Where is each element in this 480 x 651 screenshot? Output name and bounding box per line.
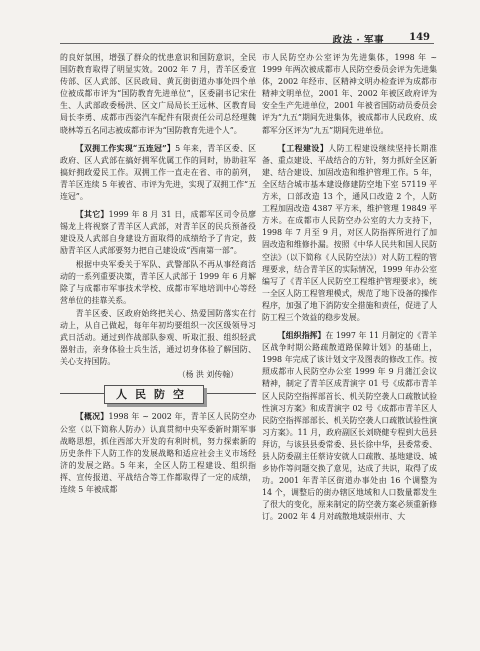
paragraph (60, 411, 256, 496)
paragraph-text: 1998 年 ~ 2002 年，青羊区人民防空办公室（以下简称人防办）认真贯彻中央军委新时期军事战略思想，抓住西部大开发的有利时机，努力探索新的历史条件下人防工作的发展战略和适应社会主义市场经济的发展之路。5 年来，全区人防工程建设、组织指挥、宣传报道、平战结合等工作都取得了一定的成绩，连续 5 年被成都 (60, 412, 256, 494)
section-tag: 【其它】 (75, 210, 109, 220)
paragraph-text: 1999 年 8 月 31 日，成都军区司令员廖锡龙上将视察了青羊区人武部，对青羊区的民兵预备役建设及人武部自身建设方面取得的成绩给予了肯定，鼓励青羊区人武部要努力把自己建设成“西南第一部”。 (60, 210, 256, 256)
section-title: 政法 · 军事 (332, 35, 384, 46)
running-header (0, 0, 480, 46)
paragraph: 的良好氛围，增强了群众的忧患意识和国防意识，全民国防教育取得了明显实效。2002 年 7 月，青羊区委宣传部、区人武部、区民政局、黄瓦街街道办事处四个单位被成都市评为“国防教育先进单位”，区委副书记宋仕生、人武部政委杨洪、区文广局局长王远林、区教育局局长李勇、成都市西姿汽车配件有限责任公司总经理魏晓林等五名同志被成都市评为“国防教育先进个人”。 (60, 53, 256, 135)
page-number: 149 (409, 32, 430, 43)
paragraph: 市人民防空办公室评为先进集体，1998 年 ~ 1999 年两次被成都市人民防空委员会评为先进集体，2002 年经市、区精神文明办检查评为成都市精神文明单位，2001 年、2002 年被区政府评为安全生产先进单位，2001 年被省国防动员委员会评为“九五”期间先进集体，被成都市人民政府、成都军分区评为“九五”期间先进单位。 (262, 53, 437, 135)
paragraph (262, 143, 437, 324)
paragraph: 青羊区委、区政府始终把关心、热爱国防落实在行动上，从自己做起，每年年初均要组织一次区级领导习武日活动。通过到作战部队参观、听取汇报、组织轻武器射击，亲身体验士兵生活，通过切身体验了解国防、关心支持国防。 (60, 308, 256, 367)
left-column (60, 52, 256, 497)
section-tag: 【概况】 (75, 412, 109, 422)
paragraph (60, 143, 256, 203)
paragraph-text: 在 1997 年 11 月制定的《青羊区战争时期公路疏散道路保障计划》的基础上，1998 年完成了该计划文字及图表的修改工作。按照成都市人民防空办公室 1999 年 9 月蒲江会议精神，制定了青羊区成青演字 01 号《成都市青羊区人民防空指挥部首长、机关防空袭人口疏散试验性演习方案》和成青演字 02 号《成都市青羊区人民防空指挥部部长、机关防空袭人口疏散试验性演习方案》。11 月，政府副区长刘晓健专程到大邑县拜访，与该县县委常委、县长徐中华，县委常委、县人防委副主任蔡诗安就人口疏散、基地建设、城乡协作等问题交换了意见，达成了共识，取得了成功。2001 年青羊区街道办事处由 16 个调整为 14 个，调整后的街办辖区地域和人口数量都发生了很大的变化，原来制定的防空袭方案必须重新修订。2002 年 4 月对疏散地域崇州市、大 (262, 331, 437, 522)
paragraph-text: 5 年来，青羊区委、区政府、区人武部在搞好拥军优属工作的同时，协助驻军搞好拥政爱民工作。双拥工作一直走在省、市的前列，青羊区连续 5 年被省、市评为先进，实现了双拥工作“五连冠”。 (60, 143, 256, 202)
author-signature: （杨 洪 刘传翰） (177, 370, 238, 380)
right-column (262, 52, 437, 525)
section-tag: 【工程建设】 (277, 143, 329, 153)
section-tag: 【组织指挥】 (277, 331, 326, 341)
section-tag: 【双拥工作实现“五连冠”】 (75, 143, 176, 153)
paragraph-text: 人防工程建设继续坚持长期准备、重点建设、平战结合的方针，努力抓好全区新建、结合建设、加固改造和维护管理工作。5 年，全区结合城市基本建设修建防空地下室 57119 平方米，口部改造 13 个，通风口改造 2 个，人防工程加固改造 4387 平方米，维护管理 19849 平方米。在成都市人民防空办公室的大力支持下，1998 年 7 月至 9 月，对区人防指挥所进行了加固改造和维修扑漏。按照《中华人民共和国人民防空法》（以下简称《人民防空法》）对人防工程的管理要求，结合青羊区的实际情况，1999 年办公室编写了《青羊区人民防空工程维护管理要求》，统一全区人防工程管理模式，规范了地下设备的操作程序，加强了地下消防安全措施和责任，促进了人防工程三个效益的稳步发展。 (262, 143, 437, 322)
paragraph: 根据中央军委关于军队、武警部队不再从事经商活动的一系列重要决策，青羊区人武部于 1999 年 6 月解除了与成都市军事技术学校、成都市军地培训中心等经营单位的挂靠关系。 (60, 259, 256, 305)
header-rule (60, 43, 434, 44)
paragraph (60, 209, 256, 257)
banner-title: 人民防空 (104, 385, 204, 404)
paragraph (262, 330, 437, 524)
section-banner (60, 385, 256, 403)
